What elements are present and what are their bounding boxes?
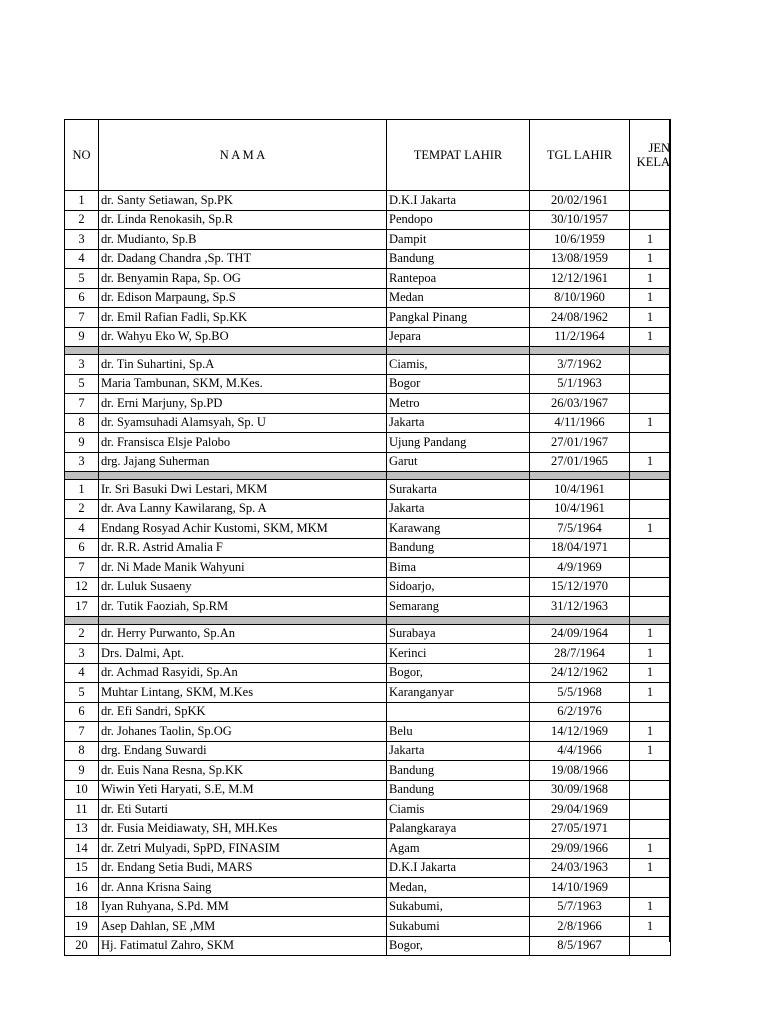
table-row	[65, 191, 671, 211]
cell-jenis-kelamin	[630, 819, 671, 839]
cell-tgl-lahir: 5/1/1963	[530, 374, 630, 394]
table-row	[65, 663, 671, 683]
cell-tempat-lahir: Belu	[387, 722, 530, 742]
cell-tempat-lahir: Bandung	[387, 249, 530, 269]
cell-nama: Maria Tambunan, SKM, M.Kes.	[99, 374, 387, 394]
cell-tempat-lahir: Karawang	[387, 519, 530, 539]
cell-nama: drg. Endang Suwardi	[99, 741, 387, 761]
cell-nama: Hj. Fatimatul Zahro, SKM	[99, 936, 387, 956]
cell-tempat-lahir: Bandung	[387, 761, 530, 781]
table-row	[65, 230, 671, 250]
cell-tgl-lahir: 4/9/1969	[530, 558, 630, 578]
cell-no: 7	[65, 394, 99, 414]
cell-jenis-kelamin	[630, 433, 671, 453]
cell-tgl-lahir: 30/09/1968	[530, 780, 630, 800]
table-row	[65, 702, 671, 722]
cell-no: 9	[65, 761, 99, 781]
cell-nama: dr. Dadang Chandra ,Sp. THT	[99, 249, 387, 269]
cell-no: 1	[65, 480, 99, 500]
employee-table	[64, 119, 671, 956]
cell-tgl-lahir: 28/7/1964	[530, 644, 630, 664]
cell-jenis-kelamin: 1	[630, 327, 671, 347]
cell-tempat-lahir: Dampit	[387, 230, 530, 250]
cell-tgl-lahir: 6/2/1976	[530, 702, 630, 722]
cell-tgl-lahir: 10/4/1961	[530, 499, 630, 519]
cell-tempat-lahir: Jakarta	[387, 499, 530, 519]
cell-no: 7	[65, 722, 99, 742]
cell-jenis-kelamin	[630, 577, 671, 597]
table-row	[65, 433, 671, 453]
cell-jenis-kelamin: 1	[630, 741, 671, 761]
cell-nama: dr. Edison Marpaung, Sp.S	[99, 288, 387, 308]
cell-nama: Drs. Dalmi, Apt.	[99, 644, 387, 664]
cell-tgl-lahir: 8/5/1967	[530, 936, 630, 956]
cell-tempat-lahir: Pangkal Pinang	[387, 308, 530, 328]
cell-tempat-lahir: Surabaya	[387, 624, 530, 644]
cell-tempat-lahir: Bogor,	[387, 936, 530, 956]
cell-no: 3	[65, 452, 99, 472]
cell-nama: dr. Herry Purwanto, Sp.An	[99, 624, 387, 644]
cell-no: 3	[65, 355, 99, 375]
cell-jenis-kelamin	[630, 394, 671, 414]
table-row	[65, 519, 671, 539]
cell-nama: dr. Zetri Mulyadi, SpPD, FINASIM	[99, 839, 387, 859]
cell-nama: dr. Tutik Faoziah, Sp.RM	[99, 597, 387, 617]
table-row	[65, 644, 671, 664]
cell-no: 5	[65, 374, 99, 394]
cell-tempat-lahir: Bima	[387, 558, 530, 578]
cell-no: 8	[65, 741, 99, 761]
table-row	[65, 413, 671, 433]
table-row	[65, 480, 671, 500]
cell-nama: dr. Mudianto, Sp.B	[99, 230, 387, 250]
cell-tempat-lahir: Bogor,	[387, 663, 530, 683]
cell-jenis-kelamin: 1	[630, 644, 671, 664]
header-row	[65, 120, 671, 191]
table-row	[65, 394, 671, 414]
table-row	[65, 800, 671, 820]
table-row	[65, 308, 671, 328]
cell-jenis-kelamin	[630, 480, 671, 500]
cell-nama: dr. Fusia Meidiawaty, SH, MH.Kes	[99, 819, 387, 839]
cell-jenis-kelamin	[630, 800, 671, 820]
cell-no: 15	[65, 858, 99, 878]
table-row	[65, 558, 671, 578]
cell-tgl-lahir: 29/09/1966	[530, 839, 630, 859]
cell-no: 9	[65, 327, 99, 347]
cell-no: 5	[65, 683, 99, 703]
header-jenis-kelamin-line2: KELA	[636, 155, 670, 169]
cell-tempat-lahir: Kerinci	[387, 644, 530, 664]
cell-tgl-lahir: 2/8/1966	[530, 917, 630, 937]
cell-tgl-lahir: 26/03/1967	[530, 394, 630, 414]
cell-tgl-lahir: 13/08/1959	[530, 249, 630, 269]
cell-tempat-lahir: Garut	[387, 452, 530, 472]
cell-no: 6	[65, 538, 99, 558]
cell-no: 3	[65, 230, 99, 250]
cell-nama: dr. Eti Sutarti	[99, 800, 387, 820]
cell-jenis-kelamin: 1	[630, 917, 671, 937]
table-row	[65, 499, 671, 519]
separator-cell	[387, 347, 530, 355]
cell-nama: dr. R.R. Astrid Amalia F	[99, 538, 387, 558]
cell-jenis-kelamin: 1	[630, 308, 671, 328]
header-no: NO	[65, 120, 99, 191]
cell-tempat-lahir: Surakarta	[387, 480, 530, 500]
cell-nama: dr. Ava Lanny Kawilarang, Sp. A	[99, 499, 387, 519]
cell-tgl-lahir: 31/12/1963	[530, 597, 630, 617]
cell-nama: dr. Erni Marjuny, Sp.PD	[99, 394, 387, 414]
cell-tempat-lahir: Ciamis,	[387, 355, 530, 375]
cell-tgl-lahir: 15/12/1970	[530, 577, 630, 597]
cell-tempat-lahir: Medan	[387, 288, 530, 308]
separator-cell	[530, 472, 630, 480]
table-row	[65, 288, 671, 308]
table-row	[65, 210, 671, 230]
cell-tgl-lahir: 3/7/1962	[530, 355, 630, 375]
cell-jenis-kelamin	[630, 538, 671, 558]
separator-cell	[630, 472, 671, 480]
cell-jenis-kelamin: 1	[630, 452, 671, 472]
cell-no: 17	[65, 597, 99, 617]
cell-nama: Wiwin Yeti Haryati, S.E, M.M	[99, 780, 387, 800]
cell-nama: Iyan Ruhyana, S.Pd. MM	[99, 897, 387, 917]
separator-cell	[65, 616, 99, 624]
cell-tgl-lahir: 8/10/1960	[530, 288, 630, 308]
table-row	[65, 936, 671, 956]
separator-cell	[387, 616, 530, 624]
cell-no: 20	[65, 936, 99, 956]
cell-no: 6	[65, 288, 99, 308]
cell-tempat-lahir: Jakarta	[387, 413, 530, 433]
separator-cell	[630, 347, 671, 355]
group-separator	[65, 616, 671, 624]
table-row	[65, 780, 671, 800]
cell-tgl-lahir: 20/02/1961	[530, 191, 630, 211]
cell-tempat-lahir: Ujung Pandang	[387, 433, 530, 453]
cell-no: 5	[65, 269, 99, 289]
cell-tgl-lahir: 5/5/1968	[530, 683, 630, 703]
cell-tgl-lahir: 27/01/1965	[530, 452, 630, 472]
cell-no: 6	[65, 702, 99, 722]
separator-cell	[65, 472, 99, 480]
cell-nama: dr. Euis Nana Resna, Sp.KK	[99, 761, 387, 781]
table-row	[65, 538, 671, 558]
cell-jenis-kelamin: 1	[630, 663, 671, 683]
cell-tempat-lahir: Palangkaraya	[387, 819, 530, 839]
table-row	[65, 819, 671, 839]
header-jenis-kelamin-line1: JEN	[648, 141, 670, 155]
cell-no: 12	[65, 577, 99, 597]
table-row	[65, 858, 671, 878]
cell-tempat-lahir: Sukabumi	[387, 917, 530, 937]
cell-tgl-lahir: 10/4/1961	[530, 480, 630, 500]
cell-jenis-kelamin	[630, 499, 671, 519]
cell-jenis-kelamin	[630, 597, 671, 617]
cell-tgl-lahir: 14/10/1969	[530, 878, 630, 898]
table-row	[65, 624, 671, 644]
cell-tempat-lahir: D.K.I Jakarta	[387, 858, 530, 878]
cell-nama: Ir. Sri Basuki Dwi Lestari, MKM	[99, 480, 387, 500]
table-row	[65, 722, 671, 742]
cell-nama: Asep Dahlan, SE ,MM	[99, 917, 387, 937]
cell-jenis-kelamin	[630, 210, 671, 230]
separator-cell	[99, 616, 387, 624]
cell-no: 4	[65, 249, 99, 269]
table-row	[65, 917, 671, 937]
cell-jenis-kelamin	[630, 191, 671, 211]
cell-tgl-lahir: 5/7/1963	[530, 897, 630, 917]
cell-tgl-lahir: 24/09/1964	[530, 624, 630, 644]
cell-jenis-kelamin: 1	[630, 269, 671, 289]
cell-no: 16	[65, 878, 99, 898]
table-row	[65, 878, 671, 898]
cell-no: 4	[65, 663, 99, 683]
cell-nama: dr. Santy Setiawan, Sp.PK	[99, 191, 387, 211]
cell-jenis-kelamin: 1	[630, 722, 671, 742]
cell-tgl-lahir: 29/04/1969	[530, 800, 630, 820]
table-row	[65, 577, 671, 597]
cell-nama: drg. Jajang Suherman	[99, 452, 387, 472]
cell-jenis-kelamin	[630, 558, 671, 578]
cell-nama: dr. Achmad Rasyidi, Sp.An	[99, 663, 387, 683]
cell-tempat-lahir	[387, 702, 530, 722]
cell-jenis-kelamin	[630, 878, 671, 898]
group-separator	[65, 347, 671, 355]
table-row	[65, 249, 671, 269]
cell-nama: dr. Tin Suhartini, Sp.A	[99, 355, 387, 375]
cell-tgl-lahir: 19/08/1966	[530, 761, 630, 781]
table-row	[65, 452, 671, 472]
group-separator	[65, 472, 671, 480]
table-row	[65, 269, 671, 289]
cell-no: 7	[65, 558, 99, 578]
separator-cell	[65, 347, 99, 355]
cell-jenis-kelamin	[630, 936, 671, 956]
cell-no: 1	[65, 191, 99, 211]
cell-tempat-lahir: Agam	[387, 839, 530, 859]
header-nama: N A M A	[99, 120, 387, 191]
cell-tgl-lahir: 14/12/1969	[530, 722, 630, 742]
cell-no: 18	[65, 897, 99, 917]
cell-nama: Muhtar Lintang, SKM, M.Kes	[99, 683, 387, 703]
cell-nama: dr. Wahyu Eko W, Sp.BO	[99, 327, 387, 347]
cell-nama: dr. Fransisca Elsje Palobo	[99, 433, 387, 453]
separator-cell	[99, 347, 387, 355]
cell-jenis-kelamin: 1	[630, 624, 671, 644]
cell-jenis-kelamin: 1	[630, 683, 671, 703]
cell-no: 14	[65, 839, 99, 859]
cell-nama: dr. Benyamin Rapa, Sp. OG	[99, 269, 387, 289]
cell-tgl-lahir: 7/5/1964	[530, 519, 630, 539]
cell-tgl-lahir: 4/11/1966	[530, 413, 630, 433]
cell-tgl-lahir: 18/04/1971	[530, 538, 630, 558]
cell-tgl-lahir: 11/2/1964	[530, 327, 630, 347]
cell-tempat-lahir: Sukabumi,	[387, 897, 530, 917]
cell-tgl-lahir: 24/03/1963	[530, 858, 630, 878]
cell-tgl-lahir: 10/6/1959	[530, 230, 630, 250]
header-jenis-kelamin	[630, 120, 671, 191]
cell-no: 3	[65, 644, 99, 664]
cell-nama: dr. Linda Renokasih, Sp.R	[99, 210, 387, 230]
cell-nama: dr. Endang Setia Budi, MARS	[99, 858, 387, 878]
cell-tempat-lahir: Rantepoa	[387, 269, 530, 289]
cell-no: 2	[65, 210, 99, 230]
table-row	[65, 374, 671, 394]
cell-no: 13	[65, 819, 99, 839]
cell-tempat-lahir: Karanganyar	[387, 683, 530, 703]
cell-tgl-lahir: 12/12/1961	[530, 269, 630, 289]
cell-tempat-lahir: Bandung	[387, 780, 530, 800]
cell-jenis-kelamin: 1	[630, 249, 671, 269]
cell-no: 8	[65, 413, 99, 433]
cell-nama: dr. Syamsuhadi Alamsyah, Sp. U	[99, 413, 387, 433]
cell-nama: dr. Efi Sandri, SpKK	[99, 702, 387, 722]
cell-no: 10	[65, 780, 99, 800]
table-row	[65, 597, 671, 617]
cell-tgl-lahir: 27/05/1971	[530, 819, 630, 839]
cell-jenis-kelamin	[630, 355, 671, 375]
separator-cell	[530, 616, 630, 624]
separator-cell	[387, 472, 530, 480]
cell-tempat-lahir: Medan,	[387, 878, 530, 898]
separator-cell	[530, 347, 630, 355]
cell-tgl-lahir: 24/08/1962	[530, 308, 630, 328]
cell-no: 7	[65, 308, 99, 328]
cell-jenis-kelamin	[630, 374, 671, 394]
cell-no: 9	[65, 433, 99, 453]
cell-tgl-lahir: 27/01/1967	[530, 433, 630, 453]
cell-tempat-lahir: Sidoarjo,	[387, 577, 530, 597]
cell-tempat-lahir: Pendopo	[387, 210, 530, 230]
table-row	[65, 355, 671, 375]
table-row	[65, 327, 671, 347]
separator-cell	[99, 472, 387, 480]
cell-jenis-kelamin: 1	[630, 288, 671, 308]
cell-tempat-lahir: Semarang	[387, 597, 530, 617]
cell-nama: dr. Ni Made Manik Wahyuni	[99, 558, 387, 578]
cell-jenis-kelamin	[630, 780, 671, 800]
cell-tgl-lahir: 4/4/1966	[530, 741, 630, 761]
cell-jenis-kelamin: 1	[630, 413, 671, 433]
table-right-edge	[669, 119, 670, 942]
cell-nama: dr. Emil Rafian Fadli, Sp.KK	[99, 308, 387, 328]
cell-jenis-kelamin	[630, 761, 671, 781]
header-tempat-lahir: TEMPAT LAHIR	[387, 120, 530, 191]
cell-jenis-kelamin: 1	[630, 858, 671, 878]
cell-tgl-lahir: 30/10/1957	[530, 210, 630, 230]
cell-nama: dr. Luluk Susaeny	[99, 577, 387, 597]
cell-tempat-lahir: Jakarta	[387, 741, 530, 761]
table-body	[65, 191, 671, 956]
cell-jenis-kelamin: 1	[630, 519, 671, 539]
cell-jenis-kelamin: 1	[630, 230, 671, 250]
cell-jenis-kelamin	[630, 702, 671, 722]
cell-tgl-lahir: 24/12/1962	[530, 663, 630, 683]
table-row	[65, 897, 671, 917]
cell-no: 2	[65, 624, 99, 644]
cell-tempat-lahir: Ciamis	[387, 800, 530, 820]
cell-jenis-kelamin: 1	[630, 839, 671, 859]
table-row	[65, 683, 671, 703]
cell-tempat-lahir: Bandung	[387, 538, 530, 558]
table-row	[65, 839, 671, 859]
cell-tempat-lahir: D.K.I Jakarta	[387, 191, 530, 211]
cell-no: 4	[65, 519, 99, 539]
table-row	[65, 761, 671, 781]
separator-cell	[630, 616, 671, 624]
table-row	[65, 741, 671, 761]
cell-nama: dr. Anna Krisna Saing	[99, 878, 387, 898]
cell-jenis-kelamin: 1	[630, 897, 671, 917]
cell-nama: Endang Rosyad Achir Kustomi, SKM, MKM	[99, 519, 387, 539]
cell-nama: dr. Johanes Taolin, Sp.OG	[99, 722, 387, 742]
cell-no: 2	[65, 499, 99, 519]
cell-tempat-lahir: Bogor	[387, 374, 530, 394]
cell-tempat-lahir: Metro	[387, 394, 530, 414]
cell-tempat-lahir: Jepara	[387, 327, 530, 347]
cell-no: 19	[65, 917, 99, 937]
cell-no: 11	[65, 800, 99, 820]
header-tgl-lahir: TGL LAHIR	[530, 120, 630, 191]
